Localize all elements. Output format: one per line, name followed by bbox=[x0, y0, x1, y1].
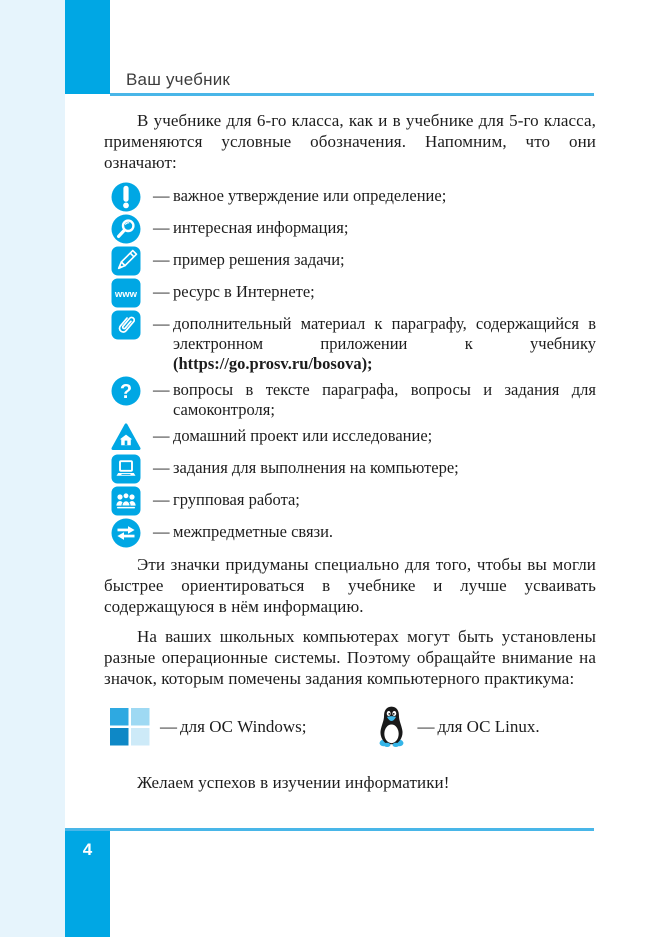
os-item-linux bbox=[376, 705, 539, 748]
legend-dash: — bbox=[417, 716, 435, 736]
page-edge-strip bbox=[0, 0, 65, 937]
page-content bbox=[104, 110, 596, 793]
paperclip-icon bbox=[111, 310, 141, 340]
group-icon bbox=[111, 486, 141, 516]
legend-item bbox=[104, 522, 596, 548]
legend-dash: — bbox=[153, 250, 170, 269]
footer-rule bbox=[65, 828, 594, 831]
os-item-text-linux: для ОС Linux. bbox=[437, 716, 540, 736]
exclamation-icon bbox=[111, 182, 141, 212]
legend-item-text: интересная информация; bbox=[173, 218, 349, 237]
closing-line: Желаем успехов в изучении информатики! bbox=[137, 773, 450, 792]
header-rule bbox=[110, 93, 594, 96]
legend-item bbox=[104, 250, 596, 276]
legend-dash: — bbox=[153, 522, 170, 541]
question-icon bbox=[111, 376, 141, 406]
computer-icon bbox=[111, 454, 141, 484]
legend-item-text: важное утверждение или определение; bbox=[173, 186, 447, 205]
footer-page-number-block bbox=[65, 831, 110, 937]
magnifier-icon bbox=[111, 214, 141, 244]
page-number: 4 bbox=[82, 840, 93, 859]
linux-tux-icon bbox=[376, 705, 407, 748]
legend-item bbox=[104, 186, 596, 212]
about-os-paragraph: На ваших школьных компьютерах могут быть установлены разные операционные системы. Поэтому обращайте внимание на значок, которым помечены задания компьютерного практикума: bbox=[104, 627, 596, 688]
home-icon bbox=[111, 422, 141, 452]
legend-dash: — bbox=[153, 458, 170, 477]
legend-dash: — bbox=[153, 380, 170, 399]
www-icon bbox=[111, 278, 141, 308]
legend-item-text: ресурс в Интернете; bbox=[173, 282, 315, 301]
running-header: Ваш учебник bbox=[126, 70, 231, 89]
legend-item-text: вопросы в тексте параграфа, вопросы и задания для самоконтроля; bbox=[173, 380, 596, 419]
about-icons-paragraph: Эти значки придуманы специально для того, чтобы вы могли быстрее ориентироваться в учебнике и лучше усваивать содержащуюся в нём информацию. bbox=[104, 555, 596, 616]
svg-text:www: www bbox=[114, 289, 138, 300]
legend-item-text: межпредметные связи. bbox=[173, 522, 334, 541]
legend-item bbox=[104, 218, 596, 244]
header-corner-block bbox=[65, 0, 110, 94]
legend-item bbox=[104, 282, 596, 308]
os-item-windows bbox=[110, 708, 306, 746]
windows-logo-icon bbox=[110, 708, 150, 746]
legend-item-text: дополнительный материал к параграфу, содержащийся в электронном приложении к учебнику (https://go.prosv.ru/bosova); bbox=[173, 314, 596, 373]
legend-dash: — bbox=[153, 186, 170, 205]
legend-item bbox=[104, 458, 596, 484]
legend-item-text: задания для выполнения на компьютере; bbox=[173, 458, 459, 477]
legend-item bbox=[104, 314, 596, 374]
os-legend bbox=[104, 705, 596, 748]
os-item-text-windows: для ОС Windows; bbox=[180, 716, 307, 736]
intro-paragraph: В учебнике для 6-го класса, как и в учебнике для 5-го класса, применяются условные обозначения. Напомним, что они означают: bbox=[104, 111, 596, 172]
legend-list bbox=[104, 186, 596, 548]
legend-item-text: домашний проект или исследование; bbox=[173, 426, 433, 445]
legend-dash: — bbox=[153, 282, 170, 301]
legend-item bbox=[104, 490, 596, 516]
legend-item-text: групповая работа; bbox=[173, 490, 300, 509]
legend-item-text: пример решения задачи; bbox=[173, 250, 345, 269]
legend-dash: — bbox=[153, 490, 170, 509]
legend-dash: — bbox=[160, 716, 177, 736]
legend-item bbox=[104, 380, 596, 420]
legend-dash: — bbox=[153, 426, 170, 445]
legend-dash: — bbox=[153, 218, 170, 237]
exchange-icon bbox=[111, 518, 141, 548]
pencil-icon bbox=[111, 246, 141, 276]
svg-text:?: ? bbox=[119, 381, 133, 403]
legend-dash: — bbox=[153, 314, 170, 333]
legend-item bbox=[104, 426, 596, 452]
